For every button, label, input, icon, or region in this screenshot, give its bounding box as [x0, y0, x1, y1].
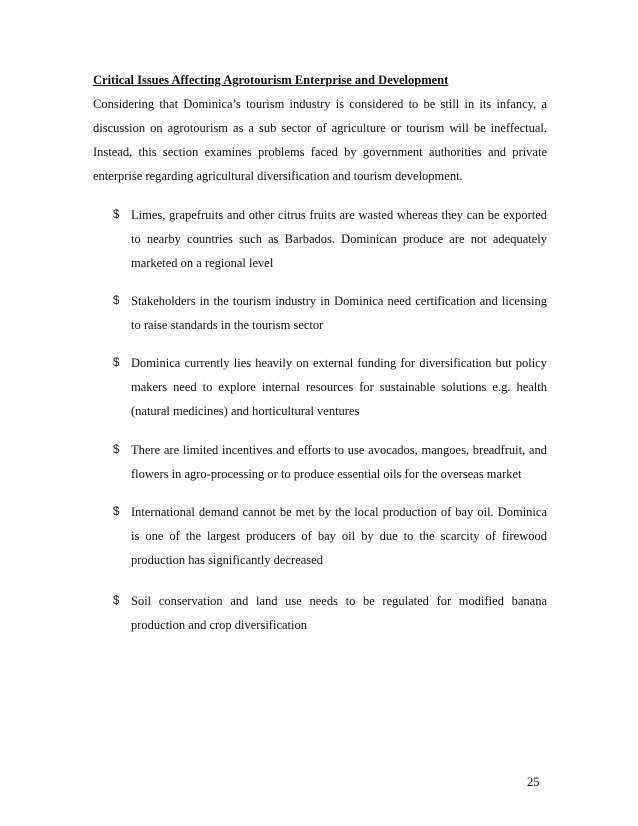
- bullet-line: (natural medicines) and horticultural ventures: [131, 404, 360, 418]
- bullet-text: [131, 351, 547, 423]
- bullet-line: is one of the largest producers of bay oil by due to the scarcity of firewood: [131, 529, 547, 543]
- bullet-line: to raise standards in the tourism sector: [131, 318, 324, 332]
- bullet-text: [131, 289, 547, 337]
- bullet-line: Soil conservation and land use needs to be regulated for modified banana: [131, 594, 547, 608]
- bullet-line: Stakeholders in the tourism industry in Dominica need certification and licensing: [131, 294, 547, 308]
- bullet-line: Limes, grapefruits and other citrus fruits are wasted whereas they can be exported: [131, 208, 547, 222]
- bullet-text: [131, 203, 547, 275]
- bullet-symbol: $: [113, 595, 120, 607]
- intro-line: enterprise regarding agricultural diversification and tourism development.: [93, 169, 463, 183]
- bullet-line: marketed on a regional level: [131, 256, 274, 270]
- section-heading: Critical Issues Affecting Agrotourism Enterprise and Development: [93, 73, 449, 87]
- bullet-text: [131, 438, 547, 486]
- intro-paragraph: [93, 92, 547, 188]
- bullet-line: production has significantly decreased: [131, 553, 323, 567]
- bullet-line: Dominica currently lies heavily on external funding for diversification but policy: [131, 356, 547, 370]
- bullet-symbol: $: [113, 209, 120, 221]
- bullet-line: International demand cannot be met by the local production of bay oil. Dominica: [131, 505, 547, 519]
- bullet-text: [131, 500, 547, 572]
- page-number: 25: [527, 775, 540, 789]
- bullet-symbol: $: [113, 295, 120, 307]
- bullet-line: flowers in agro-processing or to produce essential oils for the overseas market: [131, 467, 522, 481]
- intro-line: Considering that Dominica’s tourism industry is considered to be still in its infancy, a: [93, 97, 547, 111]
- bullet-line: production and crop diversification: [131, 618, 307, 632]
- bullet-line: to nearby countries such as Barbados. Dominican produce are not adequately: [131, 232, 547, 246]
- intro-line: Instead, this section examines problems faced by government authorities and private: [93, 145, 547, 159]
- bullet-text: [131, 589, 547, 637]
- bullet-symbol: $: [113, 444, 120, 456]
- bullet-symbol: $: [113, 506, 120, 518]
- bullet-symbol: $: [113, 357, 120, 369]
- bullet-line: There are limited incentives and efforts to use avocados, mangoes, breadfruit, and: [131, 443, 547, 457]
- intro-line: discussion on agrotourism as a sub sector of agriculture or tourism will be ineffectual.: [93, 121, 547, 135]
- bullet-line: makers need to explore internal resources for sustainable solutions e.g. health: [131, 380, 547, 394]
